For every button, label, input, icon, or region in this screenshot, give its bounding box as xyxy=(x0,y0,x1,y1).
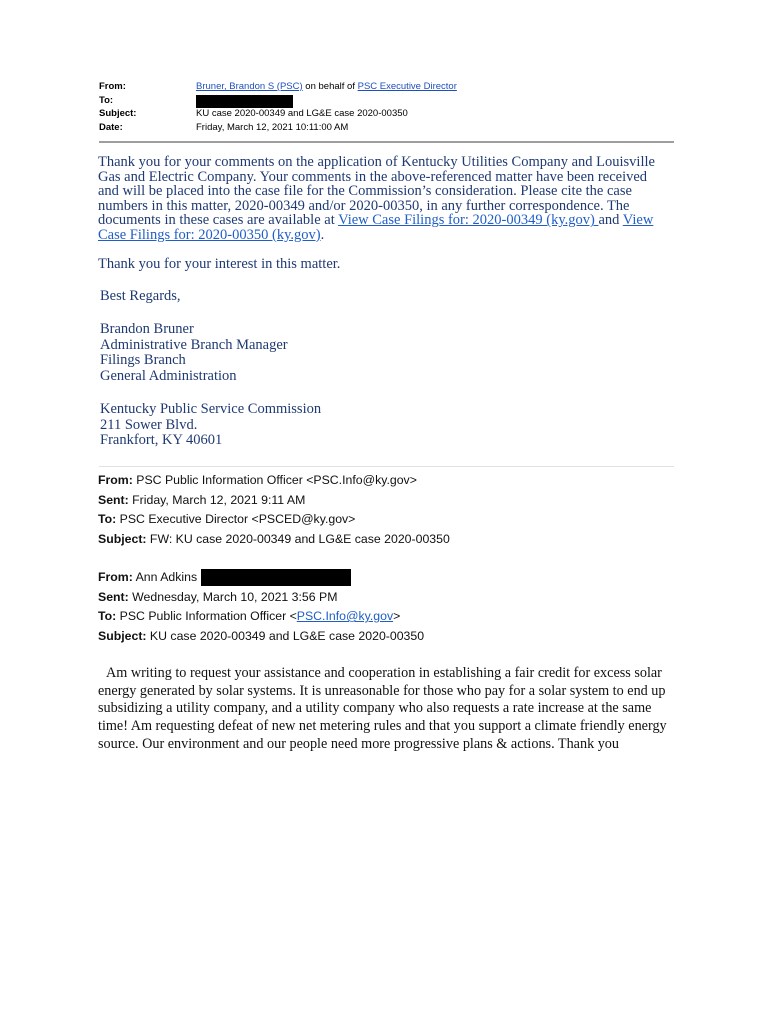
header-from-row xyxy=(99,80,675,94)
header-divider xyxy=(99,141,674,143)
header-to-row xyxy=(99,94,675,108)
fwd1-from: From: PSC Public Information Officer <PSC.Info@ky.gov> xyxy=(98,473,417,487)
signature-title: Administrative Branch Manager xyxy=(100,336,288,353)
reply-paragraph-text: Thank you for your comments on the application of Kentucky Utilities Company and Louisville Gas and Electric Company. Your comments in the above-referenced matter have been received and will be placed into the case file for the Commission’s consideration. Please cite the case numbers in this matter, 2020-00349 and/or 2020-00350, in any further correspondence. The documents in these cases are available at View Case Filings for: 2020-00349 (ky.gov) and View Case Filings for: 2020-00350 (ky.gov). xyxy=(98,154,655,243)
header-date-row xyxy=(99,121,675,135)
organization-address xyxy=(100,402,321,449)
org-city: Frankfort, KY 40601 xyxy=(100,432,223,448)
case-filings-link-350[interactable]: View Case Filings for: 2020-00350 (ky.gov) xyxy=(98,212,654,243)
message-text: Am writing to request your assistance and cooperation in establishing a fair credit for excess solar energy generated by solar systems. It is unreasonable for those who pay for a solar system to end up subsidizing a utility company, and a utility company who also requests a rate increase at the same time! Am requesting defeat of new net metering rules and that you support a climate friendly energy source. Our environment and our people need more progressive plans & actions. Thank you xyxy=(98,665,667,752)
signature-name: Brandon Bruner xyxy=(100,321,194,337)
fwd1-subject: Subject: FW: KU case 2020-00349 and LG&E case 2020-00350 xyxy=(98,531,450,546)
forward-divider xyxy=(99,466,674,467)
reply-paragraph xyxy=(98,155,658,243)
forward-header-1 xyxy=(98,471,450,549)
fwd1-sent: Sent: Friday, March 12, 2021 9:11 AM xyxy=(98,492,306,507)
fwd2-to: To: PSC Public Information Officer <PSC.Info@ky.gov> xyxy=(98,609,401,623)
case-filings-link-349[interactable]: View Case Filings for: 2020-00349 (ky.gov) xyxy=(338,212,599,229)
fwd2-subject: Subject: KU case 2020-00349 and LG&E case 2020-00350 xyxy=(98,628,425,643)
signature-block xyxy=(100,322,288,384)
thanks-paragraph: Thank you for your interest in this matter. xyxy=(98,256,341,272)
from-label: From: xyxy=(99,81,126,92)
email-header xyxy=(99,80,675,134)
from-value xyxy=(196,80,457,94)
signature-branch: Filings Branch xyxy=(100,352,186,368)
on-behalf-text: on behalf of xyxy=(302,81,358,92)
original-message xyxy=(98,665,678,754)
fwd2-from: From: Ann Adkins xyxy=(98,568,424,588)
psc-info-email-link[interactable]: PSC.Info@ky.gov xyxy=(296,609,394,623)
subject-label: Subject: xyxy=(99,108,137,119)
date-value: Friday, March 12, 2021 10:11:00 AM xyxy=(196,121,349,133)
date-label: Date: xyxy=(99,121,123,133)
org-street: 211 Sower Blvd. xyxy=(100,416,198,433)
fwd2-sent: Sent: Wednesday, March 10, 2021 3:56 PM xyxy=(98,589,338,604)
closing: Best Regards, xyxy=(100,288,181,304)
subject-value: KU case 2020-00349 and LG&E case 2020-00350 xyxy=(196,108,408,119)
to-value xyxy=(196,94,293,108)
forward-header-2 xyxy=(98,568,424,646)
sender-link[interactable]: Bruner, Brandon S (PSC) xyxy=(196,81,303,92)
org-name: Kentucky Public Service Commission xyxy=(100,401,322,417)
redacted-recipient xyxy=(196,95,293,108)
executive-director-link[interactable]: PSC Executive Director xyxy=(357,81,457,92)
to-label: To: xyxy=(99,94,114,106)
signature-division: General Administration xyxy=(100,367,237,384)
redacted-sender-email xyxy=(201,569,351,586)
fwd1-to: To: PSC Executive Director <PSCED@ky.gov> xyxy=(98,512,356,526)
header-subject-row xyxy=(99,107,675,121)
